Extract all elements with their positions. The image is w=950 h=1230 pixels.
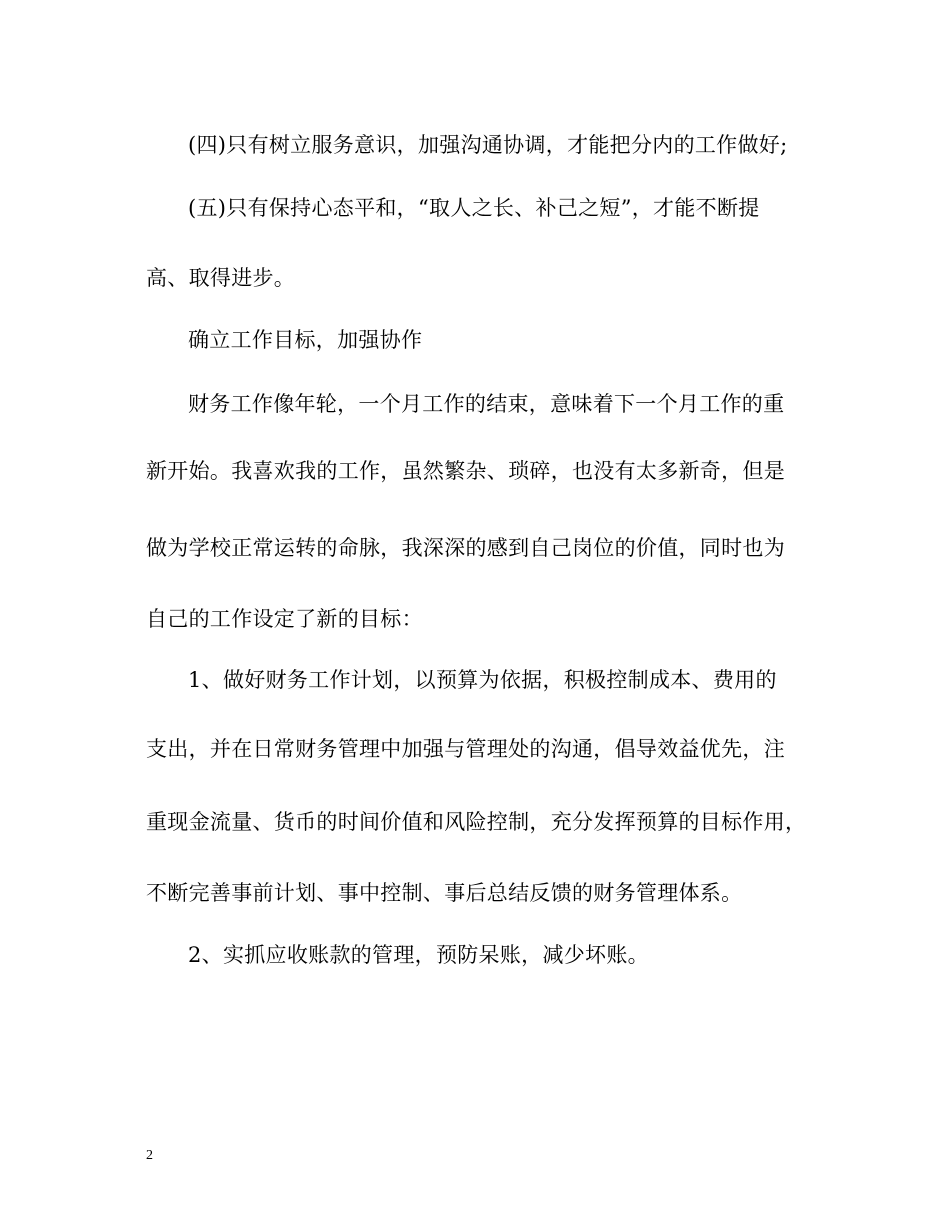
list-item-line: 1、做好财务工作计划，以预算为依据，积极控制成本、费用的 [188, 668, 777, 692]
paragraph-line: (五)只有保持心态平和，“取人之长、补己之短”，才能不断提 [188, 196, 760, 220]
paragraph-line: 财务工作像年轮，一个月工作的结束，意味着下一个月工作的重 [188, 392, 785, 416]
list-item-line: 不断完善事前计划、事中控制、事后总结反馈的财务管理体系。 [146, 881, 743, 905]
paragraph-line: 做为学校正常运转的命脉，我深深的感到自己岗位的价值，同时也为 [146, 536, 785, 560]
list-item-line: 2、实抓应收账款的管理，预防呆账，减少坏账。 [188, 943, 649, 967]
paragraph-line: (四)只有树立服务意识，加强沟通协调，才能把分内的工作做好; [188, 133, 788, 157]
list-item-line: 支出，并在日常财务管理中加强与管理处的沟通，倡导效益优先，注 [146, 737, 785, 761]
page-number: 2 [146, 1148, 153, 1163]
paragraph-line: 新开始。我喜欢我的工作，虽然繁杂、琐碎，也没有太多新奇，但是 [146, 459, 785, 483]
paragraph-line: 高、取得进步。 [146, 266, 296, 290]
paragraph-line: 自己的工作设定了新的目标： [146, 607, 423, 631]
list-item-line: 重现金流量、货币的时间价值和风险控制，充分发挥预算的目标作用， [146, 810, 807, 834]
section-heading: 确立工作目标，加强协作 [188, 328, 423, 352]
